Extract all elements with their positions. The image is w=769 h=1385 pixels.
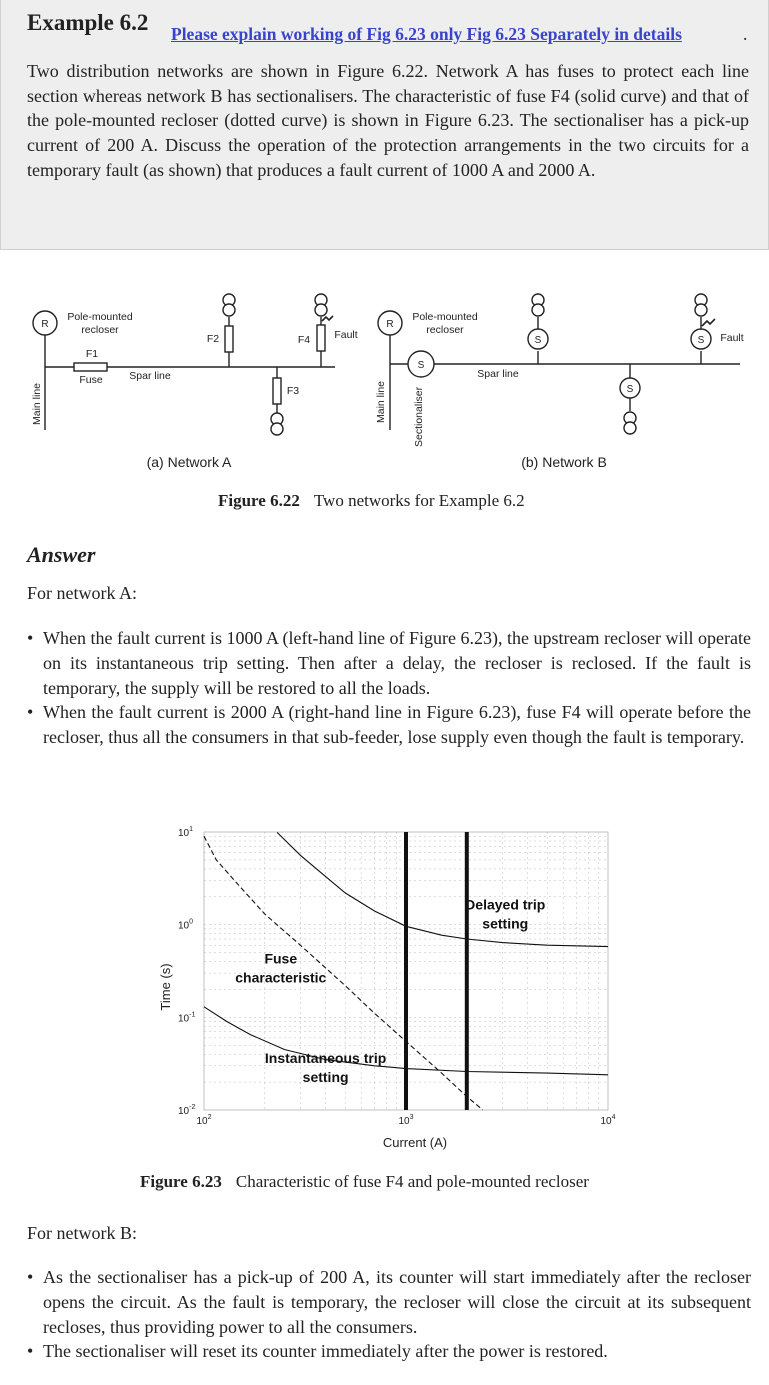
x-axis-label: Current (A) xyxy=(382,1135,448,1150)
network-b-bullets xyxy=(27,1265,751,1364)
series-label: setting xyxy=(482,915,529,932)
recloser-label-a-2: recloser xyxy=(81,324,119,336)
recloser-label-b-2: recloser xyxy=(426,324,464,336)
question-link[interactable]: Please explain working of Fig 6.23 only Fig 6.23 Separately in details xyxy=(171,24,682,44)
network-a-caption: (a) Network A xyxy=(146,454,232,470)
recloser-label-b-1: Pole-mounted xyxy=(412,311,478,323)
spar-line-label-b: Spar line xyxy=(477,368,519,380)
figure-6-22-number: Figure 6.22 xyxy=(218,491,300,510)
s-symbol-1: S xyxy=(534,335,542,346)
list-item: • When the fault current is 1000 A (left-hand line of Figure 6.23), the upstream recloser will operate on its instantaneous trip setting. Then after a delay, the recloser is reclosed. If the fault is temporary, the supply will be restored to all the loads. xyxy=(27,628,751,698)
figure-6-22-caption xyxy=(218,491,525,511)
f1-label: F1 xyxy=(85,348,99,360)
main-line-label-b: Main line xyxy=(375,380,387,423)
y-tick-label: $10^{-2}$ xyxy=(178,1104,196,1117)
y-tick-label: $10^{-1}$ xyxy=(178,1011,196,1025)
network-a-intro: For network A: xyxy=(27,583,137,603)
fuse-label: Fuse xyxy=(79,374,103,386)
network-b-intro: For network B: xyxy=(27,1223,137,1243)
question-period: . xyxy=(743,24,748,44)
y-axis-label: Time (s) xyxy=(158,963,173,1011)
fault-label-a: Fault xyxy=(334,329,358,341)
spar-line-label-a: Spar line xyxy=(129,370,171,382)
series-label: characteristic xyxy=(235,969,327,986)
figure-6-23-number: Figure 6.23 xyxy=(140,1172,222,1191)
figure-6-23-caption xyxy=(140,1172,589,1192)
list-item: • As the sectionaliser has a pick-up of 200 A, its counter will start immediately after the recloser opens the circuit. As the fault is temporary, the recloser will close the circuit at its subsequent recloses, thus providing power to all the consumers. xyxy=(27,1267,751,1337)
sectionaliser-symbol: S xyxy=(417,360,425,371)
x-tick-label: $10^4$ xyxy=(600,1114,616,1127)
s-symbol-2: S xyxy=(697,335,705,346)
f2-label: F2 xyxy=(206,333,220,345)
network-a-bullets xyxy=(27,626,751,750)
answer-heading: Answer xyxy=(27,542,96,567)
series-line-delayed-trip-setting xyxy=(277,832,608,946)
y-tick-label: $10^0$ xyxy=(178,918,194,932)
series-label: Fuse xyxy=(264,950,298,967)
series-label: Instantaneous trip xyxy=(264,1050,387,1067)
figure-6-23-chart xyxy=(150,815,620,1155)
y-tick-label: $10^1$ xyxy=(178,826,194,839)
series-label: setting xyxy=(302,1069,349,1086)
f4-label: F4 xyxy=(297,334,311,346)
recloser-symbol-a: R xyxy=(41,319,49,330)
figure-6-22-text: Two networks for Example 6.2 xyxy=(313,491,525,510)
recloser-symbol-b: R xyxy=(386,319,394,330)
list-item: • The sectionaliser will reset its counter immediately after the power is restored. xyxy=(27,1341,608,1362)
f3-label: F3 xyxy=(286,385,300,397)
list-item: • When the fault current is 2000 A (right-hand line in Figure 6.23), fuse F4 will operate before the recloser, thus all the consumers in that sub-feeder, lose supply even though the fault is temporary. xyxy=(27,702,751,748)
network-b-caption: (b) Network B xyxy=(521,454,607,470)
recloser-label-a-1: Pole-mounted xyxy=(67,311,133,323)
example-heading: Example 6.2 xyxy=(27,10,149,35)
main-line-label-a: Main line xyxy=(31,382,43,425)
series-labels xyxy=(235,897,545,1085)
x-tick-label: $10^2$ xyxy=(196,1114,212,1127)
example-text: Two distribution networks are shown in Figure 6.22. Network A has fuses to protect each line section whereas network B has sectionalisers. The characteristic of fuse F4 (solid curve) and that of the pole-mounted recloser (dotted curve) is shown in Figure 6.23. The sectionaliser has a pick-up current of 200 A. Discuss the operation of the protection arrangements in the two circuits for a temporary fault (as shown) that produces a fault current of 1000 A and 2000 A. xyxy=(27,61,749,180)
fault-label-b: Fault xyxy=(720,332,744,344)
sectionaliser-label: Sectionaliser xyxy=(413,386,425,447)
figure-6-22-diagram xyxy=(0,255,769,480)
x-tick-label: $10^3$ xyxy=(398,1114,414,1127)
figure-6-23-text: Characteristic of fuse F4 and pole-mounted recloser xyxy=(235,1172,589,1191)
s-symbol-3: S xyxy=(626,384,634,395)
series-label: Delayed trip xyxy=(465,896,546,913)
